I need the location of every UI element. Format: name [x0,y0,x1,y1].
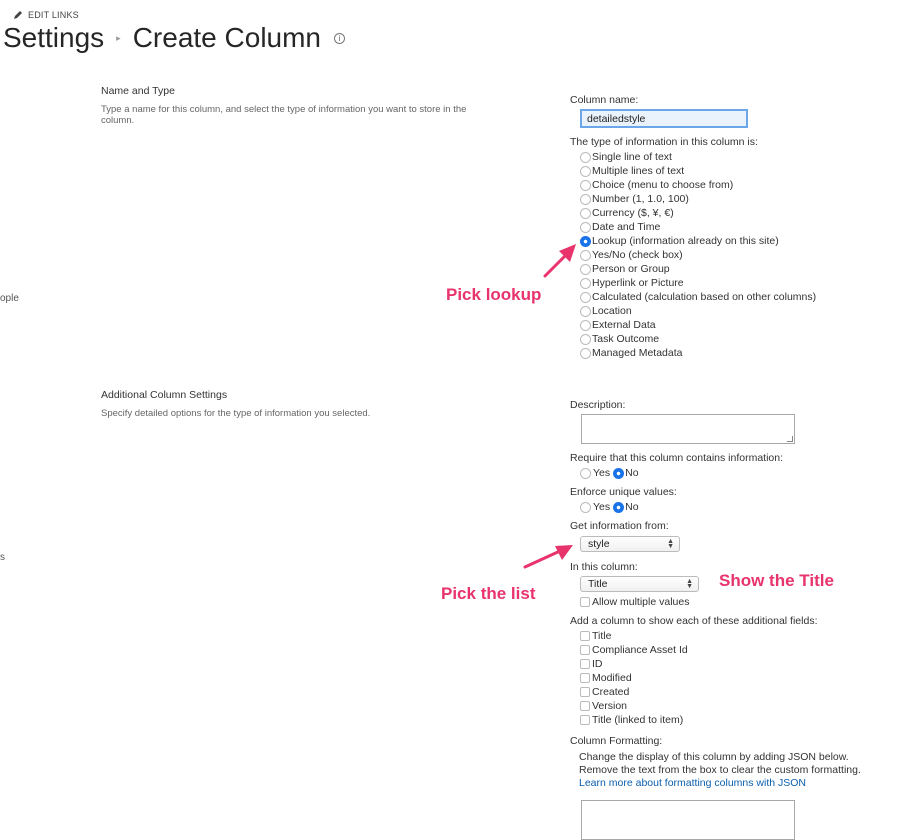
section-desc-name-type: Type a name for this column, and select the type of information you want to store in the column. [101,104,467,126]
section-title-additional: Additional Column Settings [101,389,228,401]
left-nav-fragment: ople [0,293,19,304]
require-no-label: No [625,467,639,479]
type-option-label: Choice (menu to choose from) [592,179,734,191]
type-option-label: Single line of text [592,151,672,163]
callout-pick-list: Pick the list [441,584,536,603]
unique-yes-label: Yes [593,501,611,513]
type-option-label: Multiple lines of text [592,165,685,177]
additional-field-label: Version [592,700,628,712]
type-option-label: Date and Time [592,221,661,233]
type-option-label: Task Outcome [592,333,660,345]
formatting-label: Column Formatting: [570,735,663,747]
additional-field-label: Modified [592,672,632,684]
unique-label: Enforce unique values: [570,486,677,498]
additional-field-label: Created [592,686,630,698]
breadcrumb-current: Create Column [132,22,322,53]
select-arrows-icon: ▲ ▼ [686,578,693,590]
additional-field-label: Title (linked to item) [592,714,684,726]
callout-pick-lookup: Pick lookup [446,285,542,304]
additional-field-label: Compliance Asset Id [592,644,688,656]
formatting-help-line1: Change the display of this column by adding JSON below. [579,751,849,763]
breadcrumb-separator-icon: ▸ [116,32,121,43]
arrow-lookup-icon [545,244,576,276]
type-option-label: Hyperlink or Picture [592,277,684,289]
add-column-label: Add a column to show each of these additional fields: [570,615,818,627]
type-option-label: Currency ($, ¥, €) [592,207,674,219]
left-nav-fragment: s [0,552,5,563]
column-name-label: Column name: [570,94,639,106]
type-option-label: Managed Metadata [592,347,683,359]
type-option-label: Lookup (information already on this site) [592,235,779,247]
get-info-label: Get information from: [570,520,669,532]
type-option-label: Person or Group [592,263,670,275]
unique-no-label: No [625,501,639,513]
edit-links-label: EDIT LINKS [28,10,79,20]
column-select-value: Title [588,578,608,590]
type-label: The type of information in this column is: [570,136,758,148]
section-title-name-type: Name and Type [101,85,175,97]
additional-field-label: Title [592,630,612,642]
type-option-label: Number (1, 1.0, 100) [592,193,689,205]
list-select-value: style [588,538,610,550]
additional-field-label: ID [592,658,603,670]
description-label: Description: [570,399,626,411]
column-name-input[interactable]: detailedstyle [580,109,748,128]
arrow-list-icon [525,545,573,567]
type-option-label: Yes/No (check box) [592,249,683,261]
type-option-label: Calculated (calculation based on other columns) [592,291,817,303]
type-option-label: External Data [592,319,656,331]
formatting-help-line2: Remove the text from the box to clear the custom formatting. [579,764,861,776]
callout-show-title: Show the Title [719,571,834,590]
select-arrows-icon: ▲ ▼ [667,538,674,550]
require-yes-label: Yes [593,467,611,479]
formatting-learn-more-link[interactable]: Learn more about formatting columns with JSON [579,777,807,789]
in-column-label: In this column: [570,561,638,573]
require-label: Require that this column contains information: [570,452,784,464]
info-icon[interactable]: i [334,33,345,44]
type-option-label: Location [592,305,632,317]
allow-multiple-label: Allow multiple values [592,596,690,608]
section-desc-additional: Specify detailed options for the type of information you selected. [101,408,371,419]
breadcrumb-settings[interactable]: Settings [3,22,105,53]
